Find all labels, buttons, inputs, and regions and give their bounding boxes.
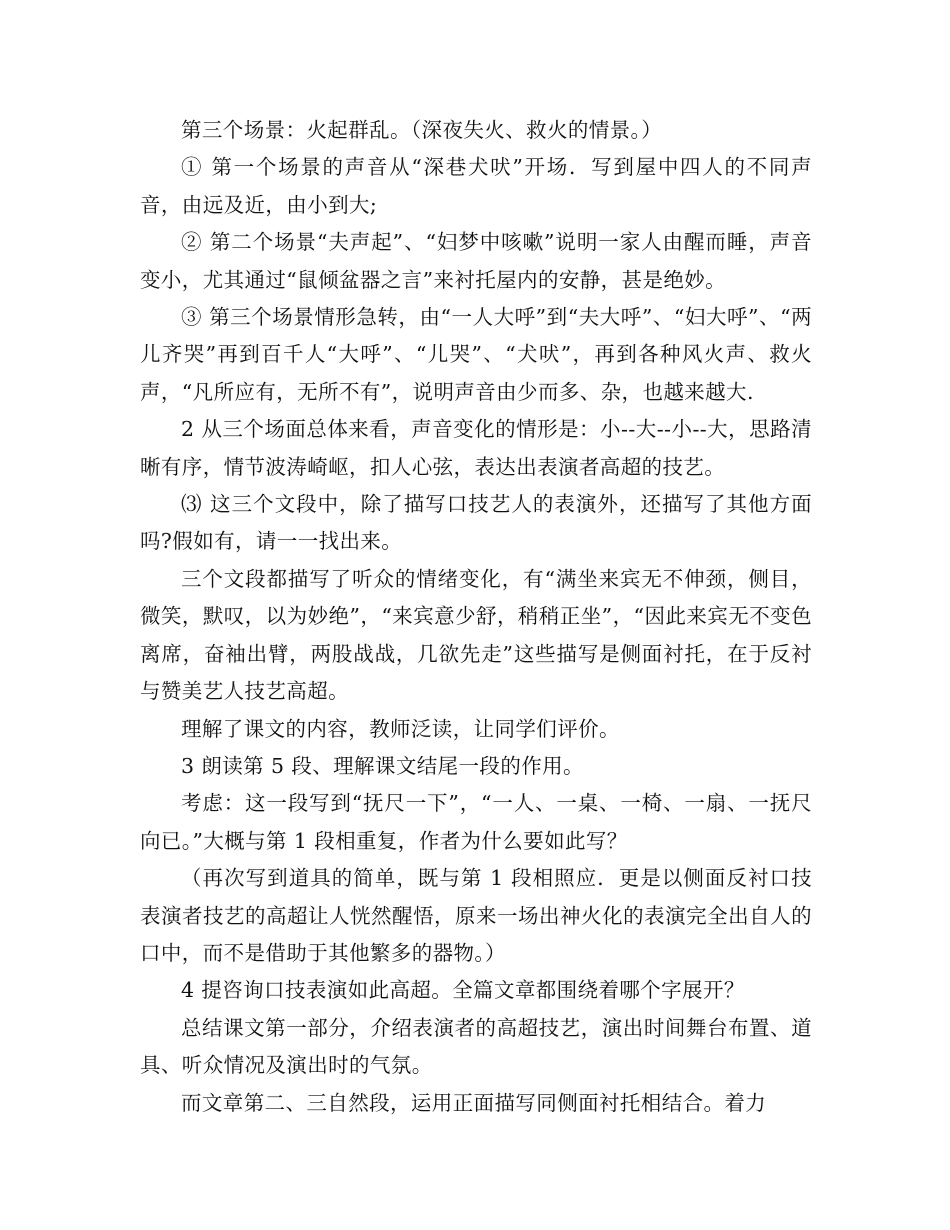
paragraph-audience: 三个文段都描写了听众的情绪变化，有“满坐来宾无不伸颈，侧目，微笑，默叹，以为妙绝”，“来宾意少舒，稍稍正坐”，“因此来宾无不变色离席，奋袖出臂，两股战战，几欲先走”这些描写是侧面衬托，在于反衬与赞美艺人技艺高超。	[140, 566, 812, 704]
paragraph-point-2: ② 第二个场景“夫声起”、“妇梦中咳嗽”说明一家人由醒而睡，声音变小，尤其通过“鼠倾盆器之言”来衬托屋内的安静，甚是绝妙。	[140, 230, 812, 292]
paragraph-section-3: 3 朗读第 5 段、理解课文结尾一段的作用。	[181, 753, 584, 778]
document-body	[140, 112, 812, 1122]
paragraph-scene-three: 第三个场景：火起群乱。（深夜失火、救火的情景。）	[181, 118, 663, 142]
paragraph-closing: 而文章第二、三自然段，运用正面描写同侧面衬托相结合。着力	[181, 1090, 767, 1115]
paragraph-sound-change: 2 从三个场面总体来看，声音变化的情形是：小--大--小--大，思路清晰有序，情节波涛崎岖，扣人心弦，表达出表演者高超的技艺。	[140, 417, 812, 479]
paragraph-consider: 考虑：这一段写到“抚尺一下”，“一人、一桌、一椅、一扇、一抚尺向已。”大概与第 1 段相重复，作者为什么要如此写？	[140, 791, 812, 853]
paragraph-answer: （再次写到道具的简单，既与第 1 段相照应．更是以侧面反衬口技表演者技艺的高超让人恍然醒悟，原来一场出神火化的表演完全出自人的口中，而不是借助于其他繁多的器物。）	[140, 866, 812, 965]
paragraph-question-3: ⑶ 这三个文段中，除了描写口技艺人的表演外，还描写了其他方面吗?假如有，请一一找出来。	[140, 492, 812, 554]
paragraph-summary: 总结课文第一部分，介绍表演者的高超技艺，演出时间舞台布置、道具、听众情况及演出时的气氛。	[140, 1015, 812, 1078]
paragraph-point-1: ① 第一个场景的声音从“深巷犬吠”开场．写到屋中四人的不同声音，由远及近，由小到大;	[140, 155, 812, 217]
paragraph-reading: 理解了课文的内容，教师泛读，让同学们评价。	[181, 716, 620, 741]
paragraph-section-4: 4 提咨询口技表演如此高超。全篇文章都围绕着哪个字展开？	[181, 978, 745, 1003]
paragraph-point-3: ③ 第三个场景情形急转，由“一人大呼”到“夫大呼”、“妇大呼”、“两儿齐哭”再到百千人“大呼”、“儿哭”、“犬吠”，再到各种风火声、救火声，“凡所应有，无所不有”，说明声音由少而多、杂，也越来越大.	[140, 305, 812, 404]
